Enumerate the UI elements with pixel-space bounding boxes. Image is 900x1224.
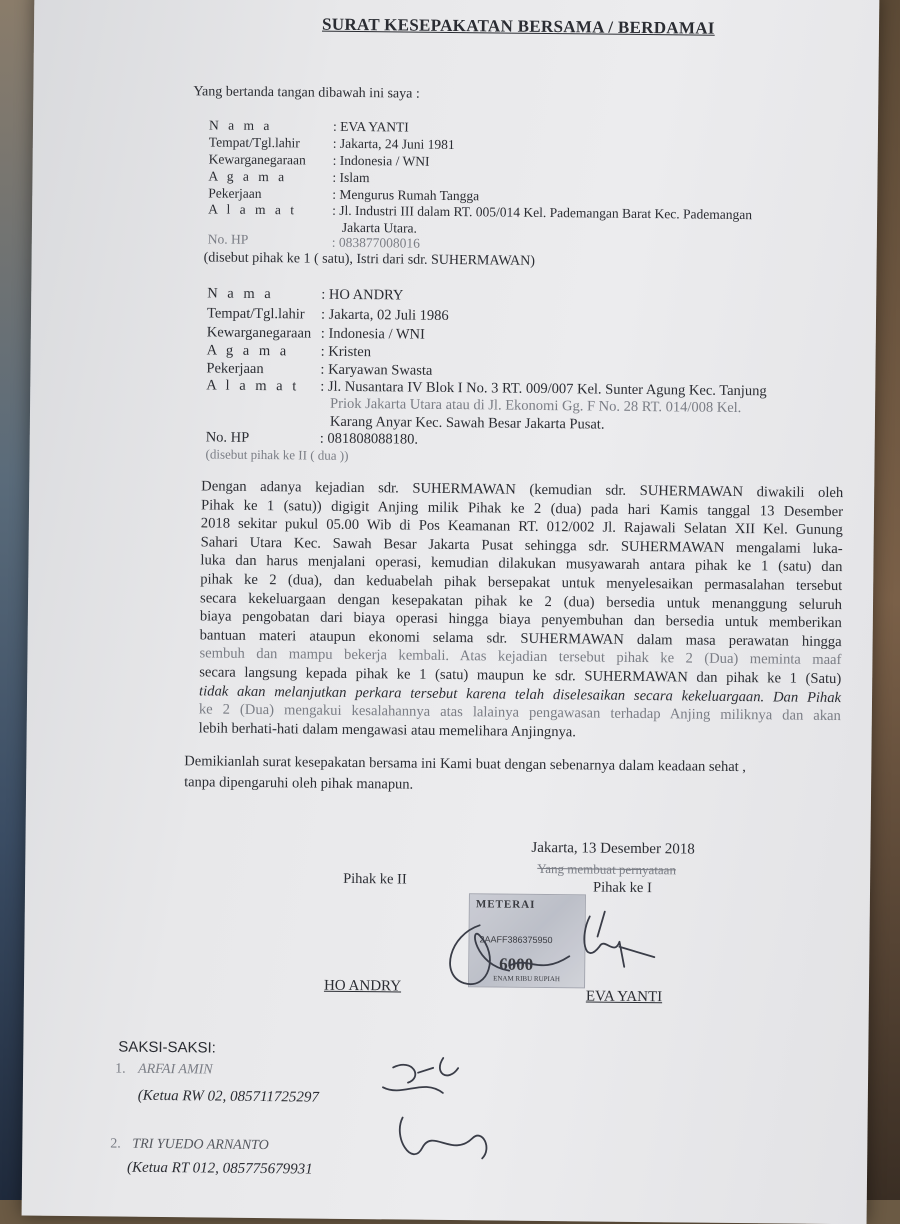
party2-citizenship-value: : Indonesia / WNI <box>320 325 425 343</box>
party1-birth-value: : Jakarta, 24 Juni 1981 <box>332 135 455 153</box>
party2-name-value: : HO ANDRY <box>321 286 404 304</box>
party2-citizenship-label: Kewarganegaraan <box>206 324 312 342</box>
maker-label: Yang membuat pernyataan <box>537 860 677 878</box>
body-line: secara kekeluargaan dengan kesepakatan pihak ke 2 (dua) bersedia untuk menanggung seluruh <box>199 589 843 613</box>
witness-2-num: 2. <box>110 1136 121 1152</box>
party1-note: (disebut pihak ke 1 ( satu), Istri dari sdr. SUHERMAWAN) <box>203 250 536 269</box>
party2-address-label: A l a m a t <box>206 377 300 395</box>
party2-address-cont2: Karang Anyar Kec. Sawah Besar Jakarta Pusat. <box>329 413 605 433</box>
body-line: sembuh dan mampu bekerja kembali. Atas kejadian tersebut pihak ke 2 (Dua) meminta maaf <box>199 645 842 669</box>
body-line: Pihak ke 1 (satu)) digigit Anjing milik Pihak ke 2 (dua) pada hari Kamis tanggal 13 Desember <box>200 496 844 520</box>
body-line: lebih berhati-hati dalam mengawasi atau memelihara Anjingnya. <box>198 720 577 741</box>
party1-citizenship-value: : Indonesia / WNI <box>332 152 430 169</box>
party2-hp-value: : 081808088180. <box>319 430 419 448</box>
stamp-sub: ENAM RIBU RUPIAH <box>493 974 561 984</box>
stamp-title: METERAI <box>475 898 536 911</box>
party2-occupation-label: Pekerjaan <box>206 360 264 378</box>
party2-hp-label: No. HP <box>205 429 250 446</box>
pihak-1-name: EVA YANTI <box>585 988 663 1006</box>
witness-2-role: (Ketua RT 012, 085775679931 <box>127 1159 313 1178</box>
witness-1-role: (Ketua RW 02, 085711725297 <box>137 1087 320 1106</box>
party1-name-value: : EVA YANTI <box>332 118 409 135</box>
document-title: SURAT KESEPAKATAN BERSAMA / BERDAMAI <box>321 14 715 38</box>
body-line: ke 2 (Dua) mengakui kesalahannya atas lalainya pengawasan terhadap Anjing miliknya dan akan <box>198 701 841 725</box>
party2-religion-label: A g a m a <box>206 342 290 360</box>
party1-address-cont: Jakarta Utara. <box>341 219 417 236</box>
intro-text: Yang bertanda tangan dibawah ini saya : <box>193 84 420 102</box>
pihak-2-name: HO ANDRY <box>323 977 402 995</box>
body-line: tidak akan melanjutkan perkara tersebut karena telah diselesaikan secara kekeluargaan. Dan Pihak <box>199 682 842 706</box>
witness-signatures-drawing <box>362 1047 513 1189</box>
witness-1-name: ARFAI AMIN <box>138 1061 213 1078</box>
party1-hp-value: : 083877008016 <box>331 234 421 251</box>
body-line: luka dan harus menjalani operasi, kemudian dilakukan musyawarah antara pihak ke 1 (satu) dan <box>200 552 843 576</box>
party1-address-label: A l a m a t <box>208 201 298 218</box>
closing-line-2: tanpa dipengaruhi oleh pihak manapun. <box>184 774 414 793</box>
body-line: biaya pengobatan dari biaya operasi hingga biaya penyembuhan dan bersedia untuk memberikan <box>199 608 842 632</box>
witness-title: SAKSI-SAKSI: <box>118 1038 216 1057</box>
body-line: 2018 sekitar pukul 05.00 Wib di Pos Keamanan RT. 012/002 Jl. Rajawali Selatan XII Kel. Gunung <box>200 515 843 539</box>
party2-name-label: N a m a <box>207 285 274 303</box>
party1-address-value: : Jl. Industri III dalam RT. 005/014 Kel. Pademangan Barat Kec. Pademangan <box>332 202 753 223</box>
party2-birth-value: : Jakarta, 02 Juli 1986 <box>320 306 449 324</box>
party2-note: (disebut pihak ke II ( dua )) <box>205 446 349 463</box>
party1-occupation-value: : Mengurus Rumah Tangga <box>332 186 480 204</box>
party1-citizenship-label: Kewarganegaraan <box>208 151 306 168</box>
body-line: pihak ke 2 (dua), dan keduabelah pihak bersepakat untuk menyelesaikan permasalahan tersebut <box>200 571 843 595</box>
body-line: Sahari Utara Kec. Sawah Besar Jakarta Pusat sehingga sdr. SUHERMAWAN mengalami luka- <box>200 534 843 557</box>
body-line: bantuan materi ataupun ekonomi selama sdr. SUHERMAWAN dalam masa perawatan hingga <box>199 627 842 650</box>
party2-occupation-value: : Karyawan Swasta <box>320 361 433 379</box>
party1-occupation-label: Pekerjaan <box>208 185 262 201</box>
party2-religion-value: : Kristen <box>320 343 372 361</box>
signatures-drawing <box>419 895 660 998</box>
closing-line-1: Demikianlah surat kesepakatan bersama ini Kami buat dengan sebenarnya dalam keadaan sehat , <box>184 753 747 776</box>
pihak-2-label: Pihak ke II <box>343 870 407 888</box>
body-line: Dengan adanya kejadian sdr. SUHERMAWAN (kemudian sdr. SUHERMAWAN diwakili oleh <box>201 478 844 502</box>
party1-hp-label: No. HP <box>207 231 249 247</box>
party2-address-cont1: Priok Jakarta Utara atau di Jl. Ekonomi Gg. F No. 28 RT. 014/008 Kel. <box>330 395 742 417</box>
party1-religion-label: A g a m a <box>208 168 288 185</box>
body-line: secara langsung kepada pihak ke 1 (satu) maupun ke sdr. SUHERMAWAN dan pihak ke 1 (Satu) <box>199 664 842 688</box>
party1-religion-value: : Islam <box>332 169 370 186</box>
party2-address-value: : Jl. Nusantara IV Blok I No. 3 RT. 009/007 Kel. Sunter Agung Kec. Tanjung <box>320 378 767 400</box>
party1-birth-label: Tempat/Tgl.lahir <box>208 134 300 151</box>
place-date: Jakarta, 13 Desember 2018 <box>531 839 695 858</box>
witness-1-num: 1. <box>115 1061 126 1077</box>
party1-name-label: N a m a <box>208 117 273 134</box>
document-paper <box>22 0 880 1224</box>
witness-2-name: TRI YUEDO ARNANTO <box>132 1136 269 1154</box>
stamp-amount: 6000 <box>499 954 534 974</box>
pihak-1-label: Pihak ke I <box>592 879 652 897</box>
party2-birth-label: Tempat/Tgl.lahir <box>206 305 305 323</box>
stamp-code: 2AAFF386375950 <box>479 934 553 946</box>
body-paragraph <box>199 477 844 744</box>
